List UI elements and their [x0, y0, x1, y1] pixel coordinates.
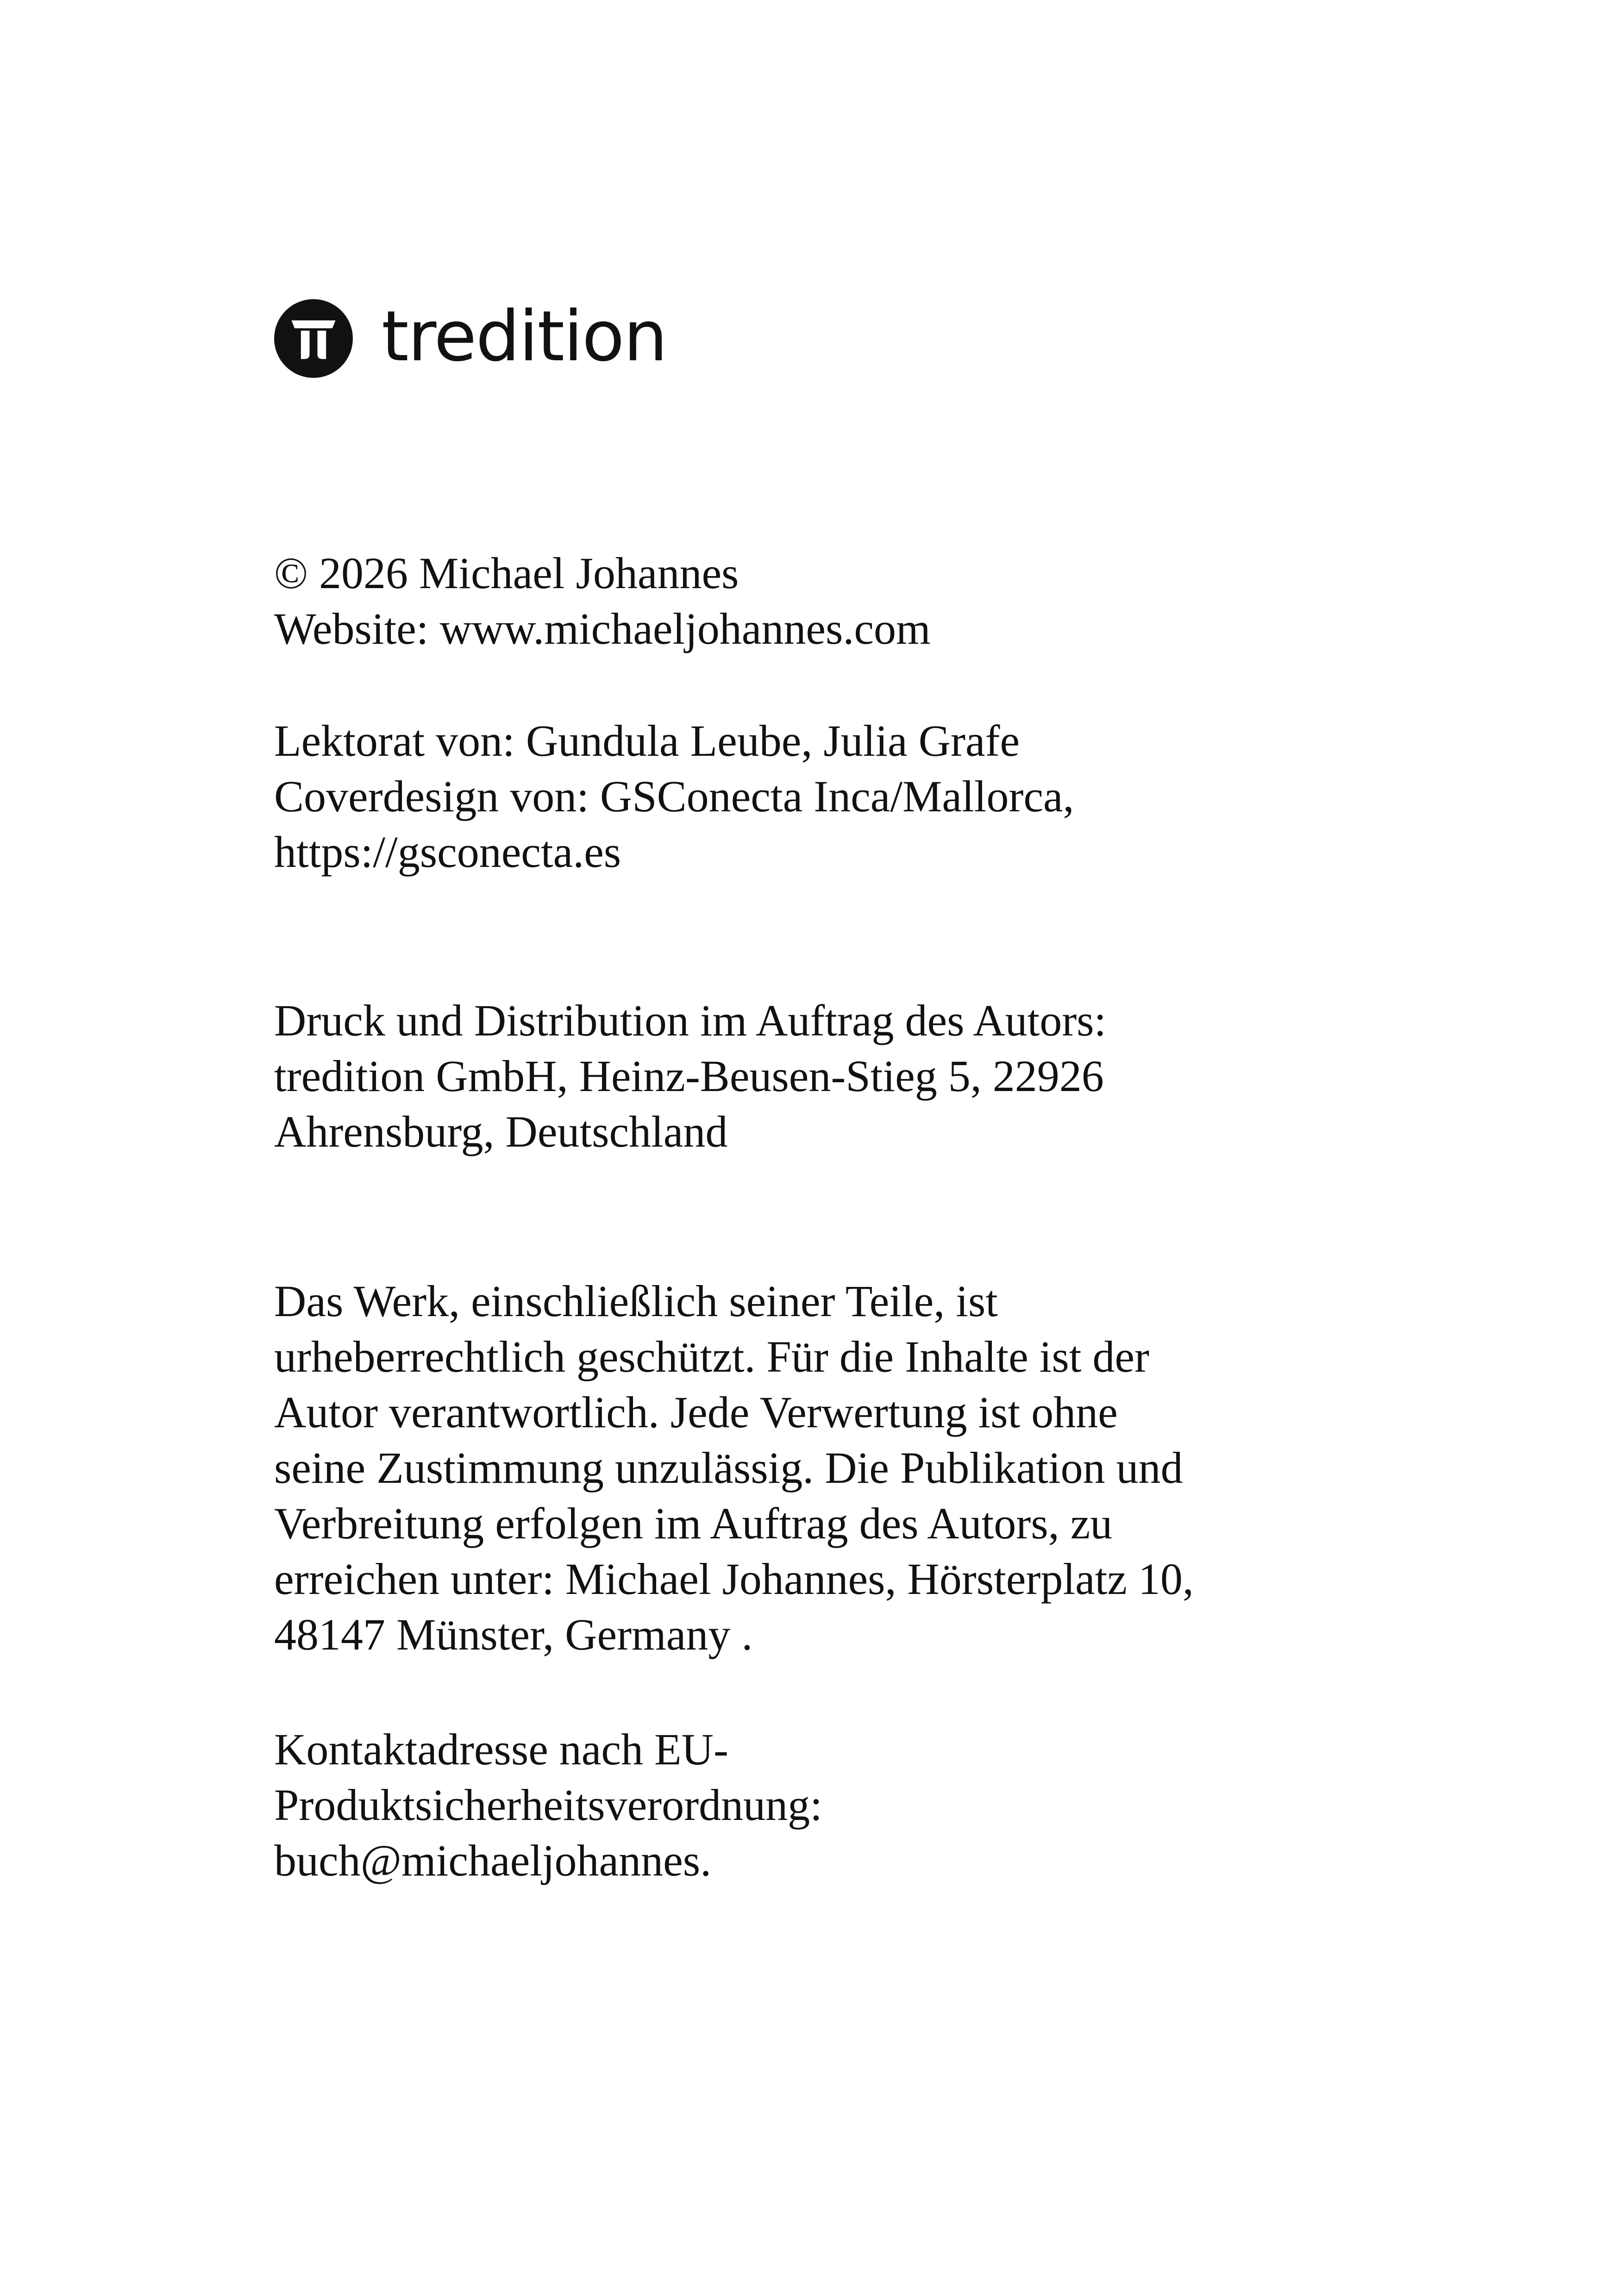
- credits-block: [274, 713, 1432, 880]
- legal-line: Das Werk, einschließlich seiner Teile, ist: [274, 1276, 998, 1326]
- legal-line: erreichen unter: Michael Johannes, Hörsterplatz 10,: [274, 1554, 1194, 1604]
- legal-line: urheberrechtlich geschützt. Für die Inhalte ist der: [274, 1332, 1149, 1381]
- printing-line: Ahrensburg, Deutschland: [274, 1107, 728, 1156]
- copyright-line: © 2026 Michael Johannes: [274, 548, 739, 598]
- printing-line: Druck und Distribution im Auftrag des Autors:: [274, 996, 1107, 1045]
- contact-block: [274, 1722, 1432, 1888]
- copyright-block: [274, 546, 1432, 657]
- printing-block: [274, 993, 1432, 1160]
- contact-line: Produktsicherheitsverordnung:: [274, 1780, 822, 1830]
- contact-email: buch@michaeljohannes.: [274, 1836, 712, 1885]
- logo-wordmark: tredition: [382, 296, 667, 377]
- legal-line: Verbreitung erfolgen im Auftrag des Autors, zu: [274, 1499, 1113, 1548]
- tredition-t-logo-icon: [274, 299, 353, 378]
- legal-line: Autor verantwortlich. Jede Verwertung ist ohne: [274, 1387, 1118, 1437]
- editing-credit: Lektorat von: Gundula Leube, Julia Grafe: [274, 716, 1020, 765]
- legal-notice-block: [274, 1273, 1432, 1662]
- tredition-logo: [274, 296, 667, 378]
- printing-line: tredition GmbH, Heinz-Beusen-Stieg 5, 22926: [274, 1051, 1104, 1101]
- website-line: Website: www.michaeljohannes.com: [274, 604, 931, 653]
- contact-line: Kontaktadresse nach EU-: [274, 1725, 728, 1774]
- legal-line: seine Zustimmung unzulässig. Die Publikation und: [274, 1443, 1183, 1493]
- cover-design-url: https://gsconecta.es: [274, 827, 621, 877]
- cover-design-credit: Coverdesign von: GSConecta Inca/Mallorca,: [274, 772, 1074, 821]
- legal-line: 48147 Münster, Germany .: [274, 1610, 753, 1659]
